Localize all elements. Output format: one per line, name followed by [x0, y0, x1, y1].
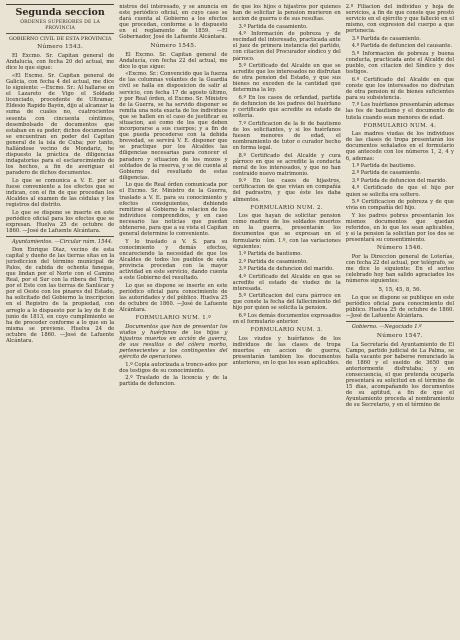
paragraph: 6.º Certificado del Alcalde en que conste que los interesados no disfrutan de otra pension ni de bienes suficientes para su subsistencia.: [345, 76, 454, 101]
paragraph: nistros del interesado, y se anuncia en este periódico oficial, en cuyo caso se dará cuenta al Gobierno a los efectos que procedan, conforme a lo dispuesto en el reglamento de 1859. —El Gobernador, José de Lafuente Alcántara.: [119, 4, 228, 41]
paragraph: 4.º Certificado del Alcalde en que se acredite el estado de viudez de la interesada.: [232, 273, 341, 292]
notice-subheading: Gobierno. —Negociado 1.º: [351, 324, 422, 331]
paragraph: 2.º Partida de casamiento.: [351, 170, 421, 177]
text-column-3: [233, 4, 341, 636]
divider-rule: [6, 33, 114, 34]
paragraph: Lo que se comunica a V. E. por si fuese conveniente a los efectos que se indican, con el fin de que procedan los Alcaldes al examen de las cédulas y los registros del distrito.: [6, 177, 115, 209]
paragraph: de que los hijos o hijastros por quienes han de solicitar la pension murieron en accion de guerra o de sus resultas.: [232, 4, 341, 23]
divider-rule: [346, 321, 454, 322]
text-column-1: [6, 4, 114, 636]
paragraph: Don Enrique Diaz, vecino de esta capital y dueño de las tierras sitas en la jurisdiccion del término municipal de Palos, de cabida de ochenta fanegas, que lindan por el Norte con el Camino Real, por el Sur con la ribera del Tinto, por el Este con las tierras de Sanlúcar y por el Oeste con los pinares del Estado, ha solicitado del Gobierno la inscripcion en el Registro de la propiedad, con arreglo a lo dispuesto por la ley de 8 de junio de 1813, en cuyo cumplimiento se ha de proceder conforme a lo que en la misma se previene. Huelva 24 de octubre de 1860. —José de Lafuente Alcántara.: [6, 246, 115, 344]
paragraph: Y lo traslado a V. S. para su conocimiento y demás efectos, encareciendo la necesidad de que los Alcaldes de todos los pueblos de esta provincia procedan con la mayor actividad en este servicio, dando cuenta a este Gobierno del resultado.: [119, 238, 228, 282]
paragraph: Lo que se dispone se inserte en este periódico oficial para conocimiento de las autoridades y del público. Huelva 25 de octubre de 1860. —José de Lafuente Alcántara.: [119, 282, 228, 313]
divider-rule: [6, 236, 114, 237]
paragraph: 3.º Partida de defuncion del marido.: [351, 177, 447, 184]
text-column-2: [119, 4, 227, 636]
paragraph: 2.º Partida de casamiento.: [238, 258, 308, 265]
paragraph: Lo que de Real órden comunicada por el Excmo. Sr. Ministro de la Guerra, traslado a V. E. para su conocimiento y efectos consiguientes, debiendo remitirse al Gobierno la relacion de los individuos comprendidos, y en caso necesario las noticias que puedan obtenerse, para que a su vista el Capitan general determine lo conveniente.: [119, 182, 228, 238]
paragraph: 4.º Partida de defuncion del causante.: [351, 43, 453, 50]
paragraph: 5.º Certificacion del cura párroco en que conste la fecha del fallecimiento del hijo por quien se solicita la pension.: [232, 293, 341, 312]
office-heading: GOBIERNO CIVIL DE ESTA PROVINCIA: [8, 36, 112, 43]
paragraph: 3.º Partida de casamiento.: [351, 35, 421, 42]
form-heading: FORMULARIO NUM. 3.: [250, 327, 323, 334]
paragraph: 6.º Los demás documentos expresados en el formulario anterior.: [232, 312, 341, 325]
paragraph: 7.º Certificacion de la fe de bautismo de los solicitantes, y si los huérfanos fuesen menores de edad, el nombramiento de tutor o curador hecho en forma legal.: [232, 120, 341, 152]
notice-number: Número 1546.: [376, 245, 423, 252]
text-column-4: [346, 4, 454, 636]
paragraph: Los que hayan de solicitar pension como madres de los soldados muertos en la guerra, presentarán los documentos que se expresan en el formulario núm. 1.º, con las variaciones siguientes:: [232, 213, 341, 250]
notice-number: Número 1547.: [376, 332, 423, 339]
paragraph: 1.º Copia autorizada a tronco-ados por dos testigos de su conocimiento.: [119, 361, 228, 374]
lottery-numbers: 5, 15, 45, 8, 56.: [378, 286, 422, 293]
paragraph: Lo que se dispone se inserte en este periódico oficial para los efectos que se expresan. Huelva 25 de octubre de 1860. —José de Lafuente Alcántara.: [6, 209, 115, 234]
paragraph: El Excmo. Sr. Capitan general de Andalucía, con fecha 20 del actual, me dice lo que sigue:: [6, 53, 115, 72]
paragraph: 1.º Partida de bautismo.: [351, 163, 416, 169]
notice-number: Número 1545.: [150, 42, 197, 49]
paragraph: 4.º Certificado de que el hijo por quien se solicita era soltero.: [345, 185, 454, 198]
section-title: Segunda seccion: [6, 4, 114, 18]
paragraph: Documentos que han de presentar los viudos y huérfanos de los hijos y hijastros muertos en acción de guerra, de sus resultas o del cólera morbo, pertenecientes a los contingentes del ejército de operaciones.: [119, 323, 228, 361]
paragraph: Lo que se dispone se publique en este periódico oficial para conocimiento del público. Huelva 25 de octubre de 1860. —José de Lafuente Alcántara.: [345, 295, 454, 320]
paragraph: 8.º Certificado del Alcalde y cura párroco en que se acredite la conducta moral de los interesados, y que no han contraido nuevo matrimonio.: [232, 152, 341, 177]
paragraph: 5.º Certificado del Alcalde en que se acredite que los interesados no disfrutan de otra pension del Estado, y que sus bienes no exceden de la cantidad que determina la ley.: [232, 63, 341, 94]
section-subtitle: ÓRDENES SUPERIORES DE LA PROVINCIA: [20, 20, 101, 31]
paragraph: 3.º Partida de casamiento.: [238, 23, 308, 30]
paragraph: «El Excmo. Sr. Capitan general de Galicia, con fecha 4 del actual, me dice lo siguiente: —Excmo. Sr.: Al hallarse en el Lazareto de Vigo el Soldado licenciado, procedente de Ultramar, Eldesio Rapido Bayón, dijo al alcanzar la suma de cuales no, cuatrocientos sesenta con cincuenta céntimos, desembolsado de documentos que estaban en su poder; dichos documentos se encuentran en poder del Capitan general de la isla de Cuba; por tanto, hallándose vecino de Mondariz, he dispuesto la práctica de diligencias indagatorias para el esclarecimiento de los hechos, a fin de averiguar el paradero de dichos documentos.: [6, 72, 115, 177]
paragraph: 4.º Información de pobreza y de vecindad del interesado, practicada ante el juez de primera instancia del partido, con citacion del Procurador síndico y del párroco.: [232, 31, 341, 62]
paragraph: 2.º Filiacion del individuo y hoja de servicios, a fin de que conste que prestó servicio en el ejército y que falleció en el mismo, con expresion del cuerpo a que pertenecia.: [345, 4, 454, 35]
paragraph: Los viudos y huérfanos de los individuos de las clases de tropa muertos en accion de guerra, presentarán tambien los documentos anteriores, en lo que les sean aplicables.: [232, 335, 341, 366]
paragraph: 7.º Los huérfanos presentarán ademas las fes de bautismo y el documento de tutela cuando sean menores de edad.: [345, 102, 454, 121]
paragraph: 6.º En los casos de orfandad, partida de defuncion de los padres del huérfano y certificado que acredite su estado de soltería.: [232, 94, 341, 120]
paragraph: 9.º En los casos de hijastros, certificacion de que vivian en compañía del padrastro, y que éste les daba alimentos.: [232, 178, 341, 203]
paragraph: Y los padres pobres presentarán los mismos documentos que quedan referidos, en lo que les sean aplicables, y si la pension la solicitan por los dos se presentará su consentimiento.: [345, 212, 454, 243]
paragraph: 5.º Certificacion de pobreza y de que vivia en compañía del hijo.: [345, 199, 454, 212]
paragraph: El Excmo. Sr. Capitan general de Andalucía, con fecha 22 del actual, me dice lo que sigue:: [119, 51, 228, 70]
paragraph: 3.º Partida de defuncion del marido.: [238, 266, 334, 273]
paragraph: 2.º Traslado de la licencia y de la partida de defuncion.: [119, 375, 228, 388]
form-heading: FORMULARIO NUM. 2.: [250, 204, 323, 211]
paragraph: 1.º Partida de bautismo.: [238, 251, 302, 258]
paragraph: 5.º Informacion de pobreza y buena conducta, practicada ante el Alcalde del pueblo, con citacion del Síndico y dos testigos.: [345, 50, 454, 76]
form-heading: FORMULARIO NUM. 4.: [363, 122, 437, 129]
paragraph: La Secretaría del Ayuntamiento de El Campo, partido judicial de La Palma, se halla vacante por haberse renunciado la de 1860 y el sueldo de 3650 que anteriormente disfrutaba; y en consecuencia, el que pretenda ocuparla presentará su solicitud en el término de 15 días, acompañando los documentos de su aptitud, a fin de que el Ayuntamiento proceda al nombramiento de su Secretario, y en el término de: [345, 341, 454, 409]
paragraph: Las madres viudas de los individuos de las clases de tropa presentarán los documentos señalados en el formulario que antecede con los números 1, 2, 4 y 6, ademas:: [345, 131, 454, 162]
paragraph: Por la Direccion general de Loterías, con fecha 22 del actual, por telégrafo, se me dice lo siguiente: En el sorteo celebrado hoy han salido agraciados los números siguientes:: [345, 254, 454, 285]
notice-number: Número 1543.: [37, 44, 84, 51]
notice-subheading: Ayuntamientos. —Circular núm. 1544.: [12, 239, 113, 246]
paragraph: «Excmo. Sr.: Convencido que la fuerza de las columnas volantes de la Guardia civil se halla en disposicion de salir al servicio, con fecha 17 de agosto último, y por Real órden, el Excmo. Sr. Ministro de la Guerra, se ha servido disponer se remita una nota exacta de los individuos que se hallen en el caso de justificar su situacion, asi como de los que deben incorporarse a sus cuerpos; y a fin de que pueda procederse con la debida brevedad, se servirá V. E. disponer que se practique por los Alcaldes las diligencias necesarias para conocer el paradero y situacion de los mozos y soldados de la reserva, y se dé cuenta al Gobierno del resultado de estas diligencias.: [119, 71, 228, 181]
form-heading: FORMULARIO NUM. 1.º: [135, 315, 212, 322]
